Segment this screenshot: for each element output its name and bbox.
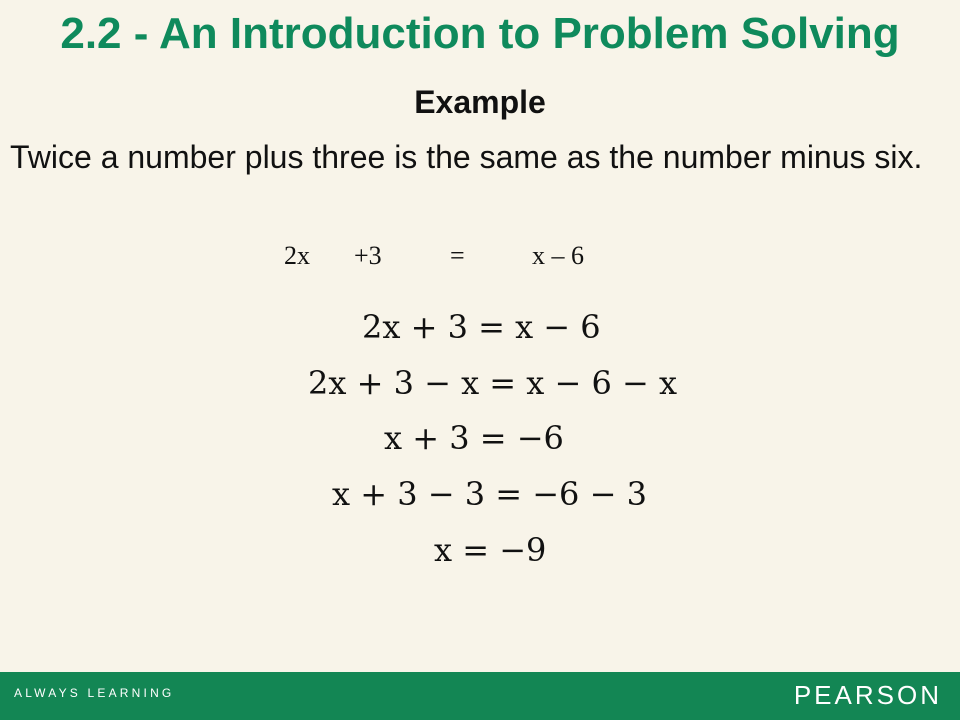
translation-term-plus-3: +3 (354, 241, 382, 270)
pearson-logo: PEARSON (793, 680, 942, 710)
footer-tagline: ALWAYS LEARNING (14, 686, 175, 700)
equation-rhs: x − 6 (515, 308, 601, 346)
example-heading: Example (414, 84, 546, 120)
equals-sign: = (495, 475, 533, 513)
equation-step (332, 474, 647, 514)
equation-lhs: x + 3 (384, 419, 470, 457)
equation-rhs: −6 − 3 (532, 475, 647, 513)
equation-rhs: x − 6 − x (526, 364, 678, 402)
footer-bar (0, 672, 960, 720)
slide-title: 2.2 - An Introduction to Problem Solving (60, 9, 900, 58)
equation-lhs: 2x + 3 (362, 308, 468, 346)
equation-lhs: x (434, 531, 453, 569)
equation-step (308, 363, 677, 403)
equals-sign: = (478, 308, 516, 346)
equals-sign: = (462, 531, 500, 569)
translation-equals: = (450, 241, 465, 270)
equation-rhs: −9 (499, 531, 547, 569)
equals-sign: = (489, 364, 527, 402)
equals-sign: = (479, 419, 517, 457)
equation-step (362, 307, 601, 347)
translation-term-x-minus-6: x – 6 (532, 241, 584, 270)
equation-rhs: −6 (516, 419, 564, 457)
problem-statement: Twice a number plus three is the same as the number minus six. (10, 139, 923, 175)
translation-term-2x: 2x (284, 241, 310, 270)
equation-lhs: x + 3 − 3 (332, 475, 486, 513)
equation-step (434, 530, 546, 570)
equation-step (384, 418, 564, 458)
equation-lhs: 2x + 3 − x (308, 364, 480, 402)
